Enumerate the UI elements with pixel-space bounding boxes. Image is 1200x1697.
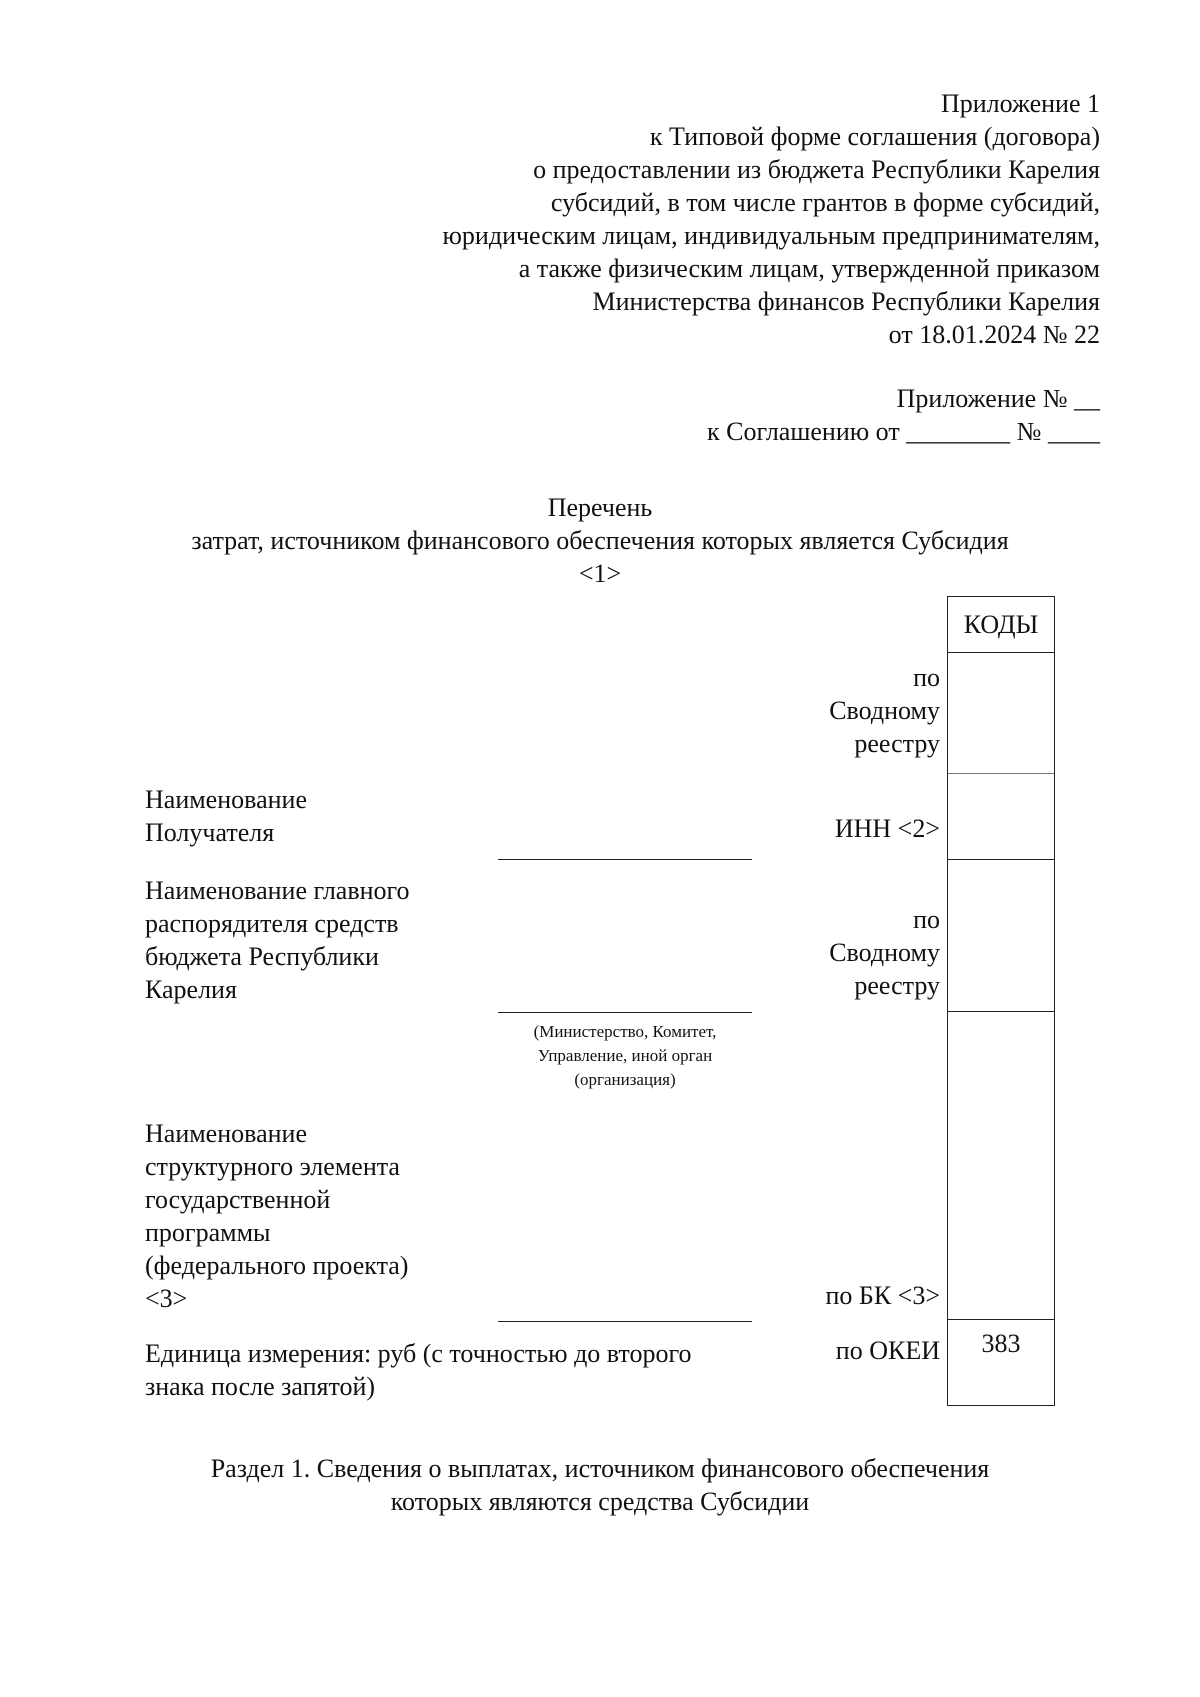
title-line: затрат, источником финансового обеспечения которых является Субсидия xyxy=(191,526,1009,555)
recipient-label: Получателя xyxy=(145,818,275,847)
grbs-note-line: Управление, иной орган xyxy=(537,1046,713,1065)
structural-element-label: государственной xyxy=(145,1185,331,1214)
svodny-label: Сводному xyxy=(829,938,940,967)
appendix-1-line: к Типовой форме соглашения (договора) xyxy=(649,122,1100,151)
codes-header: КОДЫ xyxy=(963,610,1039,639)
appendix-1-line: Приложение 1 xyxy=(940,89,1100,118)
section-heading-line: которых являются средства Субсидии xyxy=(390,1487,810,1516)
codes-column xyxy=(947,596,1055,1406)
svodny-label: по xyxy=(913,663,940,692)
svodny-label: реестру xyxy=(854,729,940,758)
unit-label: знака после запятой) xyxy=(145,1372,376,1401)
svodny-label: по xyxy=(913,905,940,934)
codes-divider xyxy=(948,773,1054,774)
structural-element-label: Наименование xyxy=(145,1119,307,1148)
grbs-label: бюджета Республики xyxy=(145,942,379,971)
structural-element-label: программы xyxy=(145,1218,271,1247)
codes-divider xyxy=(948,652,1054,653)
grbs-label: Наименование главного xyxy=(145,876,410,905)
codes-divider xyxy=(948,1011,1054,1012)
structural-element-label: (федерального проекта) xyxy=(145,1251,409,1280)
title-footnote: <1> xyxy=(578,559,622,588)
okei-code-value: 383 xyxy=(981,1329,1021,1358)
appendix-1-line: а также физическим лицам, утвержденной приказом xyxy=(518,254,1100,283)
appendix-number-line: Приложение № __ xyxy=(896,384,1100,413)
recipient-label: Наименование xyxy=(145,785,307,814)
codes-divider xyxy=(948,1319,1054,1320)
grbs-name-line[interactable] xyxy=(498,1012,752,1013)
unit-label: Единица измерения: руб (с точностью до второго xyxy=(145,1339,692,1368)
title-line: Перечень xyxy=(547,493,653,522)
inn-label: ИНН <2> xyxy=(834,814,940,843)
structural-element-line[interactable] xyxy=(498,1321,752,1322)
svodny-label: Сводному xyxy=(829,696,940,725)
codes-divider xyxy=(948,859,1054,860)
grbs-note xyxy=(498,1020,752,1092)
svodny-label: реестру xyxy=(854,971,940,1000)
structural-element-label: структурного элемента xyxy=(145,1152,400,1181)
section-heading-line: Раздел 1. Сведения о выплатах, источником финансового обеспечения xyxy=(210,1454,990,1483)
agreement-date-line: к Соглашению от ________ № ____ xyxy=(707,417,1100,446)
grbs-label: распорядителя средств xyxy=(145,909,399,938)
appendix-1-line: субсидий, в том числе грантов в форме субсидий, xyxy=(550,188,1100,217)
grbs-label: Карелия xyxy=(145,975,237,1004)
appendix-1-line: юридическим лицам, индивидуальным предпринимателям, xyxy=(442,221,1100,250)
grbs-note-line: (организация) xyxy=(574,1070,676,1089)
appendix-1-line: от 18.01.2024 № 22 xyxy=(888,320,1100,349)
appendix-1-line: о предоставлении из бюджета Республики Карелия xyxy=(533,155,1100,184)
structural-element-label: <3> xyxy=(145,1284,188,1313)
appendix-1-line: Министерства финансов Республики Карелия xyxy=(592,287,1100,316)
grbs-note-line: (Министерство, Комитет, xyxy=(533,1022,717,1041)
recipient-name-line[interactable] xyxy=(498,859,752,860)
okei-label: по ОКЕИ xyxy=(835,1336,940,1365)
bk-label: по БК <3> xyxy=(825,1281,940,1310)
